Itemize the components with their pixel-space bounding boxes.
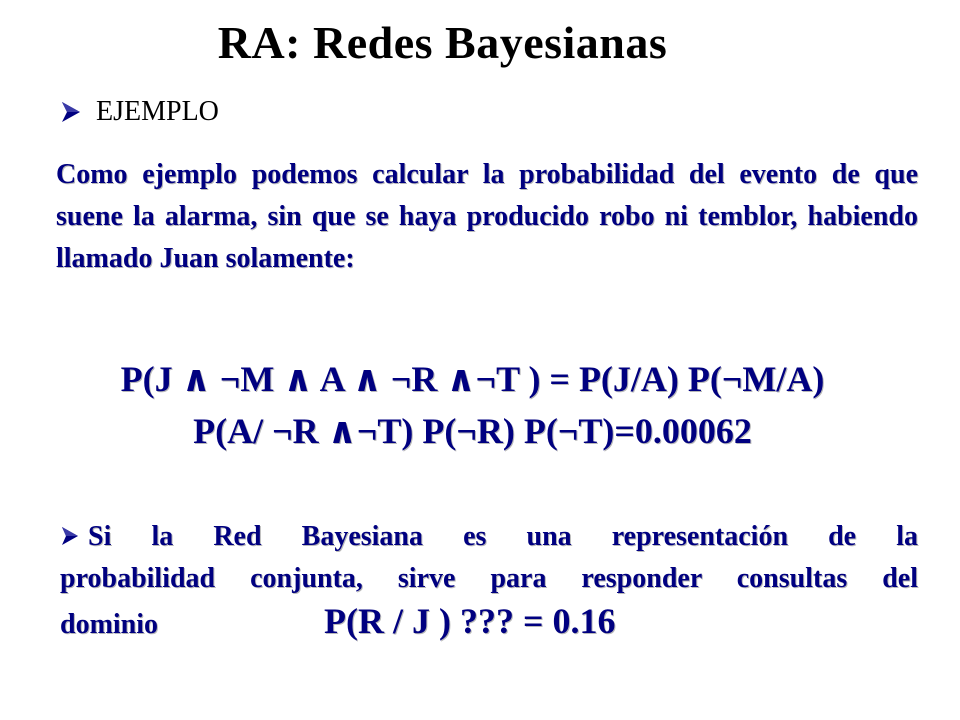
bayesian-network-note <box>60 516 918 646</box>
formula-line-1: P(J ∧ ¬M ∧ A ∧ ¬R ∧¬T ) = P(J/A) P(¬M/A) <box>120 359 825 399</box>
ejemplo-bullet <box>60 96 219 128</box>
ejemplo-label: EJEMPLO <box>96 96 219 127</box>
note-line-1 <box>60 516 918 558</box>
arrow-bullet-icon <box>60 100 82 124</box>
note-line-1-text: Si la Red Bayesiana es una representación de la <box>88 521 918 552</box>
note-line-3 <box>60 600 918 646</box>
note-dominio-word: dominio <box>60 609 159 640</box>
arrow-bullet-icon <box>60 525 80 547</box>
example-paragraph: Como ejemplo podemos calcular la probabilidad del evento de que suene la alarma, sin que se haya producido robo ni temblor, habiendo llamado Juan solamente: <box>56 159 918 274</box>
query-formula: P(R / J ) ??? = 0.16 <box>324 601 616 641</box>
slide-title: RA: Redes Bayesianas <box>217 17 668 68</box>
note-line-2: probabilidad conjunta, sirve para responder consultas del <box>60 563 918 594</box>
formula-line-2: P(A/ ¬R ∧¬T) P(¬R) P(¬T)=0.00062 <box>193 411 752 451</box>
